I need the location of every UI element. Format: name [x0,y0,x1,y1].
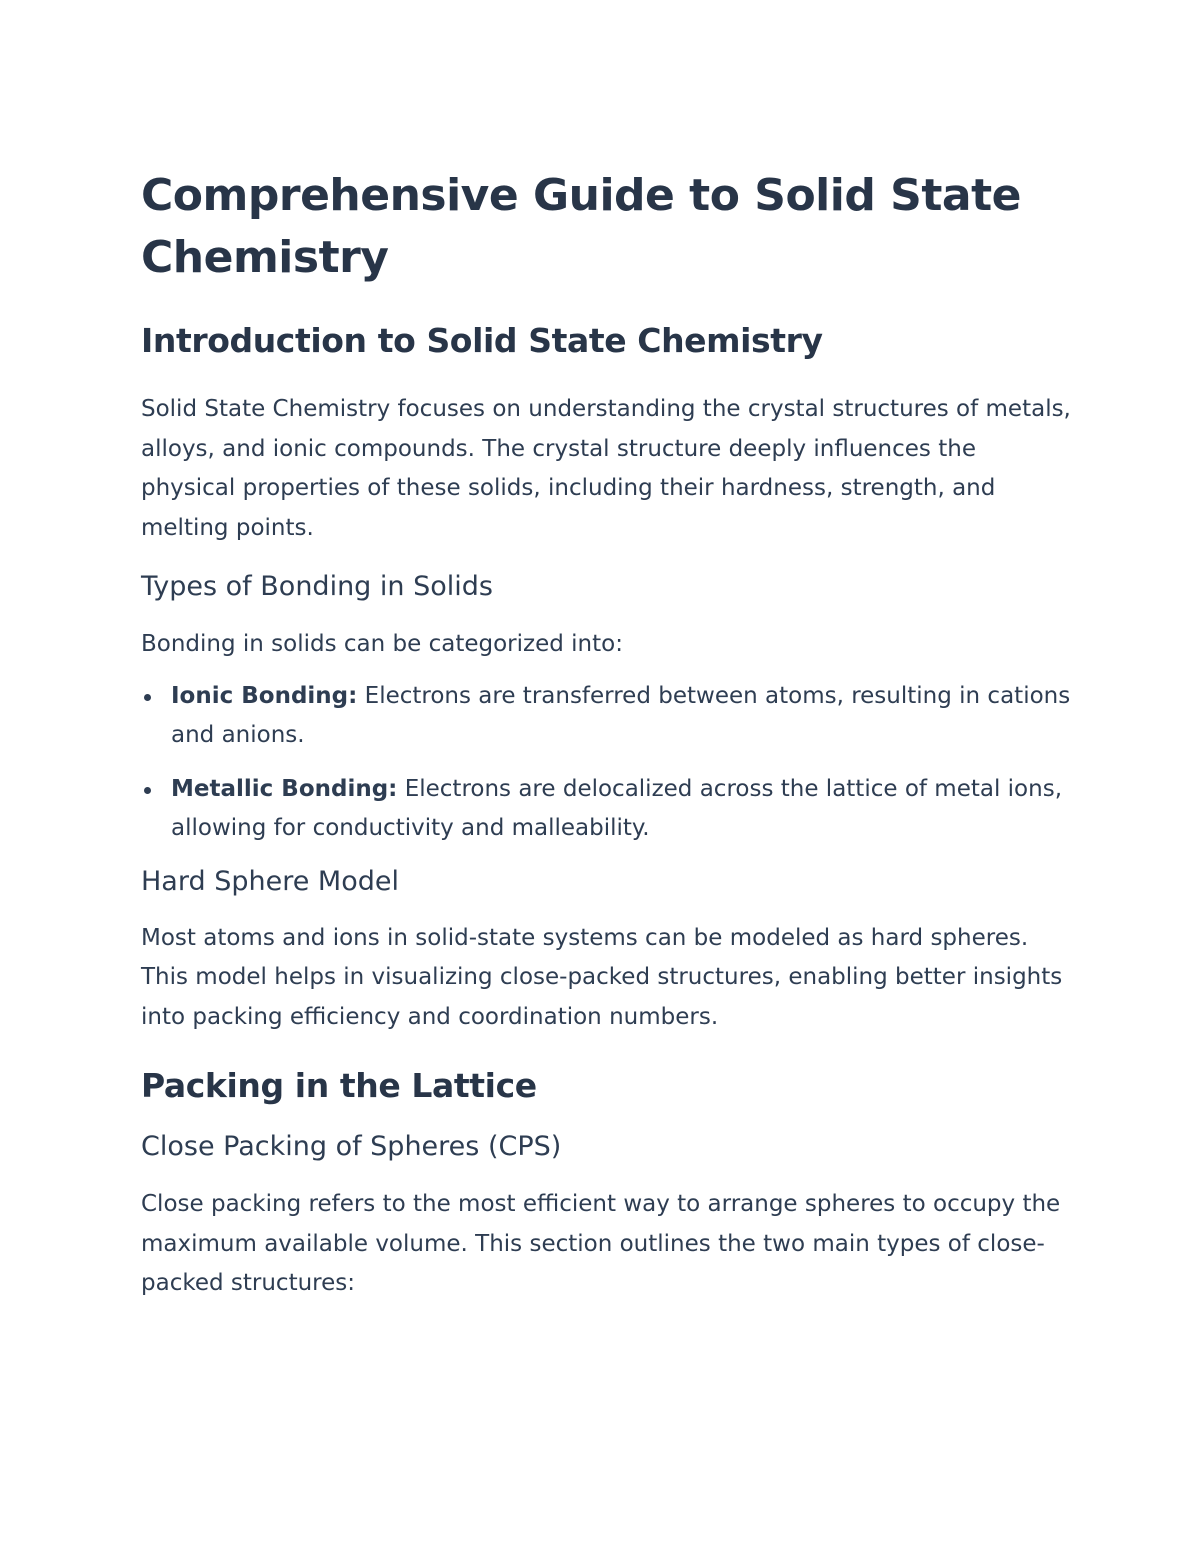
section-heading-packing: Packing in the Lattice [141,1066,537,1105]
list-item-text: Electrons are transferred between atoms, resulting in cations and anions. [171,682,1071,748]
intro-paragraph: Solid State Chemistry focuses on understanding the crystal structures of metals, alloys, and ionic compounds. The crystal structure deeply influences the physical properties of these solids, including their hardness, strength, and melting points. [141,396,1071,541]
document-title: Comprehensive Guide to Solid State Chemistry [141,170,1021,283]
bonding-list [141,677,1071,849]
subsection-heading-hard-sphere: Hard Sphere Model [141,865,399,897]
bullet-icon [144,694,151,701]
bullet-icon [144,787,151,794]
hard-sphere-paragraph: Most atoms and ions in solid-state systems can be modeled as hard spheres. This model helps in visualizing close-packed structures, enabling better insights into packing efficiency and coordination numbers. [141,924,1063,1030]
subsection-heading-bonding: Types of Bonding in Solids [141,571,493,602]
list-item-term: Metallic Bonding: [171,775,398,802]
list-item-metallic-bonding [141,770,1071,849]
document-page [141,165,1071,1304]
list-item-term: Ionic Bonding: [171,682,358,709]
cps-paragraph: Close packing refers to the most efficient way to arrange spheres to occupy the maximum available volume. This section outlines the two main types of close-packed structures: [141,1191,1061,1296]
subsection-heading-cps: Close Packing of Spheres (CPS) [141,1131,562,1162]
section-heading-intro: Introduction to Solid State Chemistry [141,321,823,360]
list-item-text: Electrons are delocalized across the lattice of metal ions, allowing for conductivity and malleability. [171,775,1062,841]
list-item-ionic-bonding [141,677,1071,756]
bonding-lead: Bonding in solids can be categorized into: [141,631,623,657]
